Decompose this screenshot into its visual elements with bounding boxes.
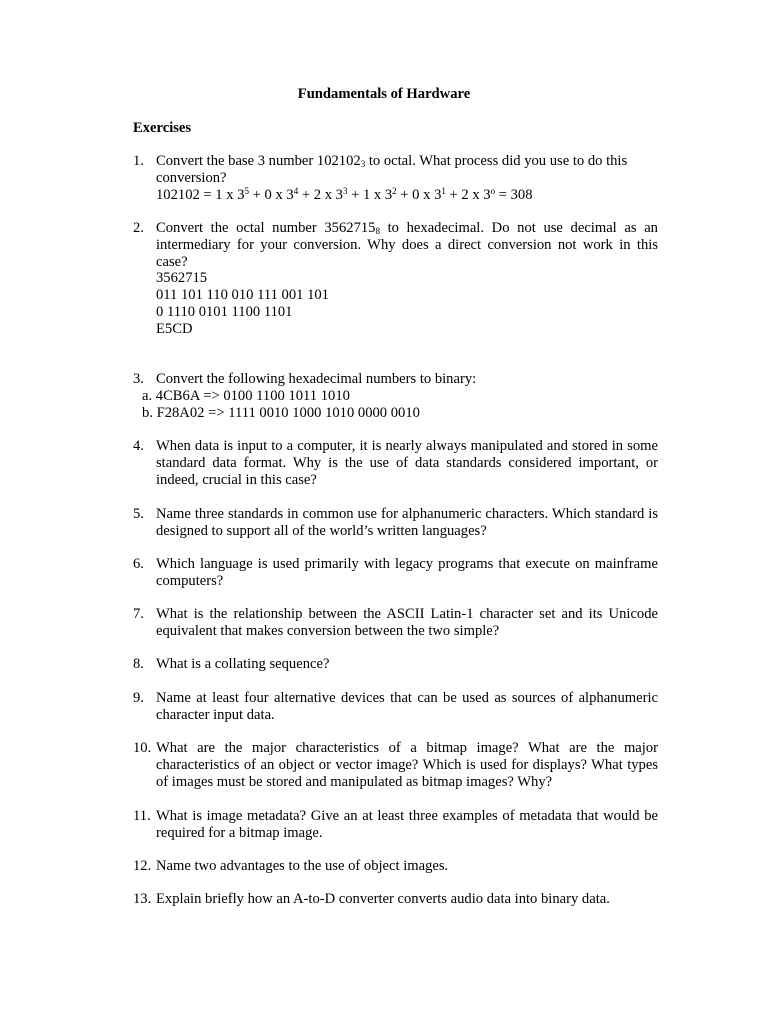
question-number: 5. bbox=[133, 506, 144, 522]
question-number: 3. bbox=[133, 371, 144, 387]
exponent: o bbox=[490, 185, 496, 196]
answer-item: a. 4CB6A => 0100 1100 1011 1010 bbox=[142, 387, 350, 404]
question-number: 8. bbox=[133, 656, 144, 672]
question-text-continued: conversion? bbox=[156, 169, 227, 186]
question-1 bbox=[133, 153, 658, 203]
question-number: 1. bbox=[133, 153, 144, 169]
exponent: 3 bbox=[342, 185, 348, 196]
answer-line: 3562715 bbox=[156, 270, 208, 287]
question-text bbox=[156, 220, 658, 270]
exponent: 4 bbox=[293, 185, 299, 196]
answer-line: 011 101 110 010 111 001 101 bbox=[156, 287, 329, 304]
question-text: What are the major characteristics of a bitmap image? What are the major characteristics of an object or vector image? Which is used for displays? What types of images must be stored and manipulated as bitmap images? Why? bbox=[156, 740, 658, 790]
question-4 bbox=[133, 438, 658, 488]
document-title: Fundamentals of Hardware bbox=[297, 86, 471, 102]
exponent: 5 bbox=[244, 185, 249, 196]
question-11 bbox=[133, 808, 658, 842]
equation-part: + 2 x 3 bbox=[298, 186, 343, 203]
question-text-part: to hexadecimal. Do not use decimal as an intermediary for your conversion. Why does a direct conversion not work in this case? bbox=[156, 220, 658, 270]
question-text: Convert the following hexadecimal numbers to binary: bbox=[156, 371, 477, 387]
answer-equation bbox=[156, 187, 658, 204]
question-text: Which language is used primarily with legacy programs that execute on mainframe computers? bbox=[156, 556, 658, 589]
exponent: 2 bbox=[392, 185, 397, 196]
question-text: What is image metadata? Give an at least three examples of metadata that would be required for a bitmap image. bbox=[156, 808, 658, 841]
question-3 bbox=[133, 371, 658, 421]
question-8 bbox=[133, 656, 658, 673]
question-7 bbox=[133, 606, 658, 640]
question-12 bbox=[133, 858, 658, 875]
answer-item: b. F28A02 => 1111 0010 1000 1010 0000 0010 bbox=[142, 404, 420, 421]
base-subscript: 3 bbox=[360, 159, 366, 169]
base-subscript: 8 bbox=[375, 226, 380, 236]
question-number: 7. bbox=[133, 606, 144, 622]
question-2 bbox=[133, 220, 658, 338]
question-text-part: Convert the octal number 3562715 bbox=[156, 220, 376, 236]
question-5 bbox=[133, 506, 658, 540]
section-heading: Exercises bbox=[133, 120, 192, 136]
question-13 bbox=[133, 891, 658, 908]
question-number: 12. bbox=[133, 858, 152, 874]
equation-part: + 1 x 3 bbox=[347, 186, 393, 203]
question-text: Name at least four alternative devices that can be used as sources of alphanumeric character input data. bbox=[156, 690, 658, 723]
equation-part: = 308 bbox=[495, 186, 533, 203]
question-text: What is the relationship between the ASCII Latin-1 character set and its Unicode equivalent that makes conversion between the two simple? bbox=[156, 606, 658, 639]
question-text: What is a collating sequence? bbox=[156, 656, 330, 672]
question-text: Explain briefly how an A-to-D converter converts audio data into binary data. bbox=[156, 891, 610, 907]
question-text: Name three standards in common use for alphanumeric characters. Which standard is designed to support all of the world’s written languages? bbox=[156, 506, 658, 539]
question-6 bbox=[133, 556, 658, 590]
equation-part: + 2 x 3 bbox=[445, 186, 491, 203]
question-text-part: to octal. What process did you use to do this bbox=[365, 153, 628, 169]
question-number: 4. bbox=[133, 438, 144, 454]
equation-part: + 0 x 3 bbox=[249, 186, 294, 203]
question-number: 6. bbox=[133, 556, 144, 572]
answer-line: 0 1110 0101 1100 1101 bbox=[156, 303, 293, 320]
question-number: 9. bbox=[133, 690, 144, 706]
equation-part: + 0 x 3 bbox=[396, 186, 442, 203]
exponent: 1 bbox=[441, 185, 446, 196]
question-number: 10. bbox=[133, 740, 152, 756]
question-text bbox=[156, 153, 658, 170]
question-10 bbox=[133, 740, 658, 790]
question-9 bbox=[133, 690, 658, 724]
answer-line: E5CD bbox=[156, 320, 193, 337]
question-number: 2. bbox=[133, 220, 144, 236]
equation-part: 102102 = 1 x 3 bbox=[156, 186, 245, 203]
question-number: 11. bbox=[133, 808, 151, 824]
question-number: 13. bbox=[133, 891, 152, 907]
question-text-part: Convert the base 3 number 102102 bbox=[156, 153, 361, 169]
question-text: When data is input to a computer, it is nearly always manipulated and stored in some standard data format. Why is the use of data standards considered important, or indeed, crucial in this case? bbox=[156, 438, 658, 488]
question-text: Name two advantages to the use of object images. bbox=[156, 858, 449, 874]
